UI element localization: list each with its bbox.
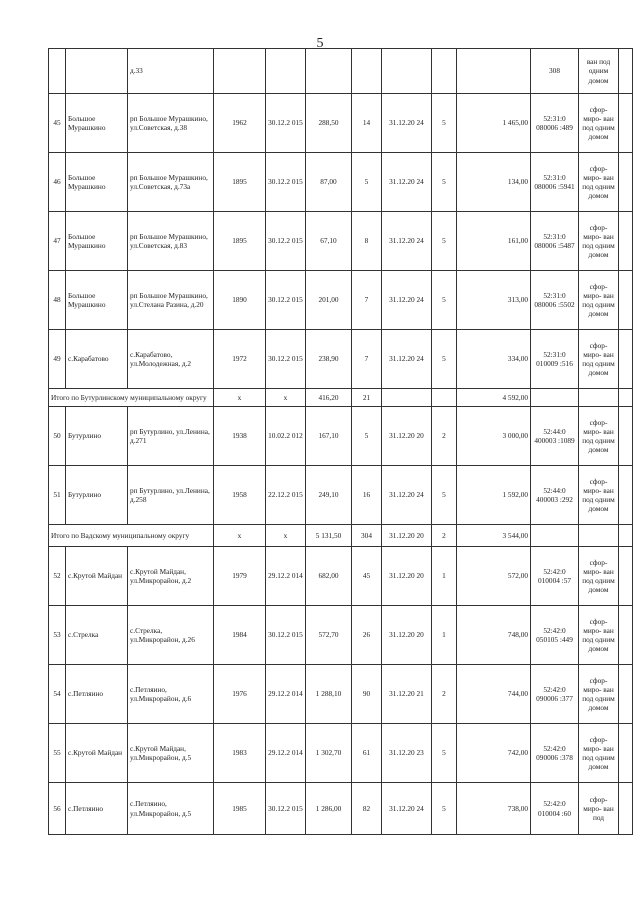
date-cell: 30.12.2 015: [266, 783, 306, 835]
table-row: [49, 466, 633, 525]
total-x-cell: х: [214, 389, 266, 407]
cadastral-cell: 52:42:0 090006 :378: [531, 724, 579, 783]
residents-cell: 16: [352, 466, 382, 525]
amount-cell: 134,00: [457, 153, 531, 212]
total-category-cell: 2: [432, 525, 457, 547]
address-cell: рп Большое Мурашкино, ул.Советская, д.83: [128, 212, 214, 271]
deadline-cell: 31.12.20 24: [382, 466, 432, 525]
row-number-cell: 54: [49, 665, 66, 724]
year-cell: 1985: [214, 783, 266, 835]
row-number-cell: 47: [49, 212, 66, 271]
total-row: [49, 525, 633, 547]
cadastral-cell: 52:42:0 010004 :57: [531, 547, 579, 606]
address-cell: рп Большое Мурашкино, ул.Советская, д.38: [128, 94, 214, 153]
land-status-cell: сфор- миро- ван под одним домом: [579, 724, 619, 783]
cadastral-cell: 52:44:0 400003 :292: [531, 466, 579, 525]
settlement-cell: с.Карабатово: [66, 330, 128, 389]
total-area-cell: 416,20: [306, 389, 352, 407]
row-number-cell: 52: [49, 547, 66, 606]
residents-cell: 61: [352, 724, 382, 783]
extra-cell: [619, 665, 633, 724]
settlement-cell: с.Петляино: [66, 783, 128, 835]
deadline-cell: 31.12.20 21: [382, 665, 432, 724]
address-cell: с.Стрелка, ул.Микрорайон, д.26: [128, 606, 214, 665]
total-x-cell: х: [214, 525, 266, 547]
cadastral-cell: 52:42:0 090006 :377: [531, 665, 579, 724]
row-number-cell: 49: [49, 330, 66, 389]
category-cell: 5: [432, 94, 457, 153]
year-cell: 1890: [214, 271, 266, 330]
extra-cell: [619, 783, 633, 835]
total-amount-cell: 4 592,00: [457, 389, 531, 407]
deadline-cell: 31.12.20 24: [382, 212, 432, 271]
year-cell: 1984: [214, 606, 266, 665]
total-x-cell: х: [266, 389, 306, 407]
address-cell: рп Большое Мурашкино, ул.Советская, д.73а: [128, 153, 214, 212]
extra-cell: [619, 153, 633, 212]
area-cell: 572,70: [306, 606, 352, 665]
total-amount-cell: 3 544,00: [457, 525, 531, 547]
category-cell: 5: [432, 330, 457, 389]
settlement-cell: с.Петляино: [66, 665, 128, 724]
table-row: [49, 49, 633, 94]
area-cell: 67,10: [306, 212, 352, 271]
table-row: [49, 153, 633, 212]
area-cell: 167,10: [306, 407, 352, 466]
settlement-cell: с.Крутой Майдан: [66, 724, 128, 783]
address-cell: рп Бутурлино, ул.Ленина, д.258: [128, 466, 214, 525]
residents-cell: 8: [352, 212, 382, 271]
category-cell: 5: [432, 783, 457, 835]
total-empty-cell: [619, 525, 633, 547]
year-cell: 1972: [214, 330, 266, 389]
land-status-cell: сфор- миро- ван под одним домом: [579, 212, 619, 271]
date-cell: 10.02.2 012: [266, 407, 306, 466]
settlement-cell: Большое Мурашкино: [66, 212, 128, 271]
settlement-cell: Большое Мурашкино: [66, 271, 128, 330]
total-row: [49, 389, 633, 407]
amount-cell: 738,00: [457, 783, 531, 835]
row-number-cell: 51: [49, 466, 66, 525]
residents-cell: 5: [352, 153, 382, 212]
amount-cell: 744,00: [457, 665, 531, 724]
land-status-cell: сфор- миро- ван под одним домом: [579, 153, 619, 212]
cadastral-cell: 52:42:0 050105 :449: [531, 606, 579, 665]
land-status-cell: сфор- миро- ван под: [579, 783, 619, 835]
extra-cell: [619, 547, 633, 606]
cadastral-cell: 52:31:0 080006 :489: [531, 94, 579, 153]
deadline-cell: 31.12.20 24: [382, 271, 432, 330]
category-cell: 1: [432, 606, 457, 665]
category-cell: 5: [432, 466, 457, 525]
year-cell: 1983: [214, 724, 266, 783]
date-cell: 30.12.2 015: [266, 153, 306, 212]
area-cell: 238,90: [306, 330, 352, 389]
deadline-cell: 31.12.20 24: [382, 153, 432, 212]
area-cell: 249,10: [306, 466, 352, 525]
area-cell: 288,50: [306, 94, 352, 153]
amount-cell: 1 465,00: [457, 94, 531, 153]
date-cell: 29.12.2 014: [266, 724, 306, 783]
area-cell: 1 288,10: [306, 665, 352, 724]
residents-cell: 90: [352, 665, 382, 724]
land-status-cell: сфор- миро- ван под одним домом: [579, 330, 619, 389]
year-cell: 1938: [214, 407, 266, 466]
table-row: [49, 271, 633, 330]
address-cell: рп Бутурлино, ул.Ленина, д.271: [128, 407, 214, 466]
category-cell: 2: [432, 407, 457, 466]
amount-cell: 748,00: [457, 606, 531, 665]
table-row: [49, 547, 633, 606]
area-cell: 201,00: [306, 271, 352, 330]
date-cell: 22.12.2 015: [266, 466, 306, 525]
deadline-cell: 31.12.20 20: [382, 606, 432, 665]
year-cell: 1979: [214, 547, 266, 606]
amount-cell: 3 000,00: [457, 407, 531, 466]
total-category-cell: [432, 389, 457, 407]
extra-cell: [619, 212, 633, 271]
total-empty-cell: [531, 525, 579, 547]
deadline-cell: 31.12.20 24: [382, 330, 432, 389]
total-x-cell: х: [266, 525, 306, 547]
extra-cell: [619, 466, 633, 525]
category-cell: 1: [432, 547, 457, 606]
residents-cell: 7: [352, 271, 382, 330]
row-number-cell: 46: [49, 153, 66, 212]
cadastral-cell: 52:44:0 400003 :1089: [531, 407, 579, 466]
total-residents-cell: 304: [352, 525, 382, 547]
year-cell: 1895: [214, 153, 266, 212]
settlement-cell: Бутурлино: [66, 466, 128, 525]
row-number-cell: 50: [49, 407, 66, 466]
extra-cell: [619, 606, 633, 665]
area-cell: 87,00: [306, 153, 352, 212]
cadastral-cell: 52:31:0 010009 :516: [531, 330, 579, 389]
total-empty-cell: [531, 389, 579, 407]
address-cell: с.Карабатово, ул.Молодежная, д.2: [128, 330, 214, 389]
settlement-cell: Большое Мурашкино: [66, 94, 128, 153]
housing-register-table: [48, 48, 633, 835]
year-cell: 1895: [214, 212, 266, 271]
amount-cell: 334,00: [457, 330, 531, 389]
deadline-cell: 31.12.20 24: [382, 783, 432, 835]
table-row: [49, 407, 633, 466]
date-cell: 30.12.2 015: [266, 212, 306, 271]
date-cell: 30.12.2 015: [266, 94, 306, 153]
land-status-cell: сфор- миро- ван под одним домом: [579, 271, 619, 330]
page-number: 5: [316, 36, 324, 51]
deadline-cell: 31.12.20 20: [382, 407, 432, 466]
settlement-cell: с.Стрелка: [66, 606, 128, 665]
category-cell: 5: [432, 153, 457, 212]
total-deadline-cell: 31.12.20 20: [382, 525, 432, 547]
date-cell: 29.12.2 014: [266, 547, 306, 606]
row-number-cell: 53: [49, 606, 66, 665]
category-cell: 2: [432, 665, 457, 724]
land-status-cell: ван под одним домом: [579, 49, 619, 94]
date-cell: 30.12.2 015: [266, 330, 306, 389]
year-cell: 1976: [214, 665, 266, 724]
table-row: [49, 606, 633, 665]
residents-cell: 82: [352, 783, 382, 835]
year-cell: 1958: [214, 466, 266, 525]
residents-cell: 45: [352, 547, 382, 606]
year-cell: 1962: [214, 94, 266, 153]
row-number-cell: 56: [49, 783, 66, 835]
settlement-cell: Бутурлино: [66, 407, 128, 466]
cadastral-cell: 52:31:0 080006 :5941: [531, 153, 579, 212]
settlement-cell: Большое Мурашкино: [66, 153, 128, 212]
deadline-cell: 31.12.20 24: [382, 94, 432, 153]
cadastral-cell: 52:31:0 080006 :5502: [531, 271, 579, 330]
cadastral-cell: 52:42:0 010004 :60: [531, 783, 579, 835]
extra-cell: [619, 271, 633, 330]
table-row: [49, 94, 633, 153]
row-number-cell: 48: [49, 271, 66, 330]
amount-cell: 313,00: [457, 271, 531, 330]
category-cell: 5: [432, 271, 457, 330]
table-row: [49, 330, 633, 389]
residents-cell: 5: [352, 407, 382, 466]
extra-cell: [619, 94, 633, 153]
area-cell: 1 302,70: [306, 724, 352, 783]
category-cell: 5: [432, 724, 457, 783]
deadline-cell: 31.12.20 23: [382, 724, 432, 783]
amount-cell: 572,00: [457, 547, 531, 606]
extra-cell: [619, 330, 633, 389]
settlement-cell: с.Крутой Майдан: [66, 547, 128, 606]
address-cell: с.Крутой Майдан, ул.Микрорайон, д.5: [128, 724, 214, 783]
table-row: [49, 212, 633, 271]
row-number-cell: 55: [49, 724, 66, 783]
table-body: [49, 49, 633, 835]
total-empty-cell: [619, 389, 633, 407]
row-number-cell: 45: [49, 94, 66, 153]
date-cell: 29.12.2 014: [266, 665, 306, 724]
address-cell: с.Петляино, ул.Микрорайон, д.5: [128, 783, 214, 835]
date-cell: 30.12.2 015: [266, 606, 306, 665]
land-status-cell: сфор- миро- ван под одним домом: [579, 407, 619, 466]
total-residents-cell: 21: [352, 389, 382, 407]
table-row: [49, 665, 633, 724]
address-cell: с.Крутой Майдан, ул.Микрорайон, д.2: [128, 547, 214, 606]
cadastral-cell: 52:31:0 080006 :5487: [531, 212, 579, 271]
total-empty-cell: [579, 389, 619, 407]
cadastral-cell: 308: [531, 49, 579, 94]
extra-cell: [619, 407, 633, 466]
area-cell: 682,00: [306, 547, 352, 606]
total-label-cell: Итого по Бутурлинскому муниципальному округу: [49, 389, 214, 407]
area-cell: 1 286,00: [306, 783, 352, 835]
total-deadline-cell: [382, 389, 432, 407]
residents-cell: 14: [352, 94, 382, 153]
land-status-cell: сфор- миро- ван под одним домом: [579, 94, 619, 153]
table-row: [49, 783, 633, 835]
address-cell: с.Петляино, ул.Микрорайон, д.6: [128, 665, 214, 724]
land-status-cell: сфор- миро- ван под одним домом: [579, 606, 619, 665]
table-row: [49, 724, 633, 783]
land-status-cell: сфор- миро- ван под одним домом: [579, 466, 619, 525]
total-label-cell: Итого по Вадскому муниципальному округу: [49, 525, 214, 547]
address-cell: рп Большое Мурашкино, ул.Стеланa Разина, д.20: [128, 271, 214, 330]
land-status-cell: сфор- миро- ван под одним домом: [579, 665, 619, 724]
total-area-cell: 5 131,50: [306, 525, 352, 547]
total-empty-cell: [579, 525, 619, 547]
date-cell: 30.12.2 015: [266, 271, 306, 330]
residents-cell: 7: [352, 330, 382, 389]
category-cell: 5: [432, 212, 457, 271]
deadline-cell: 31.12.20 20: [382, 547, 432, 606]
land-status-cell: сфор- миро- ван под одним домом: [579, 547, 619, 606]
amount-cell: 742,00: [457, 724, 531, 783]
residents-cell: 26: [352, 606, 382, 665]
extra-cell: [619, 724, 633, 783]
amount-cell: 161,00: [457, 212, 531, 271]
amount-cell: 1 592,00: [457, 466, 531, 525]
address-cell: д.33: [128, 49, 214, 94]
